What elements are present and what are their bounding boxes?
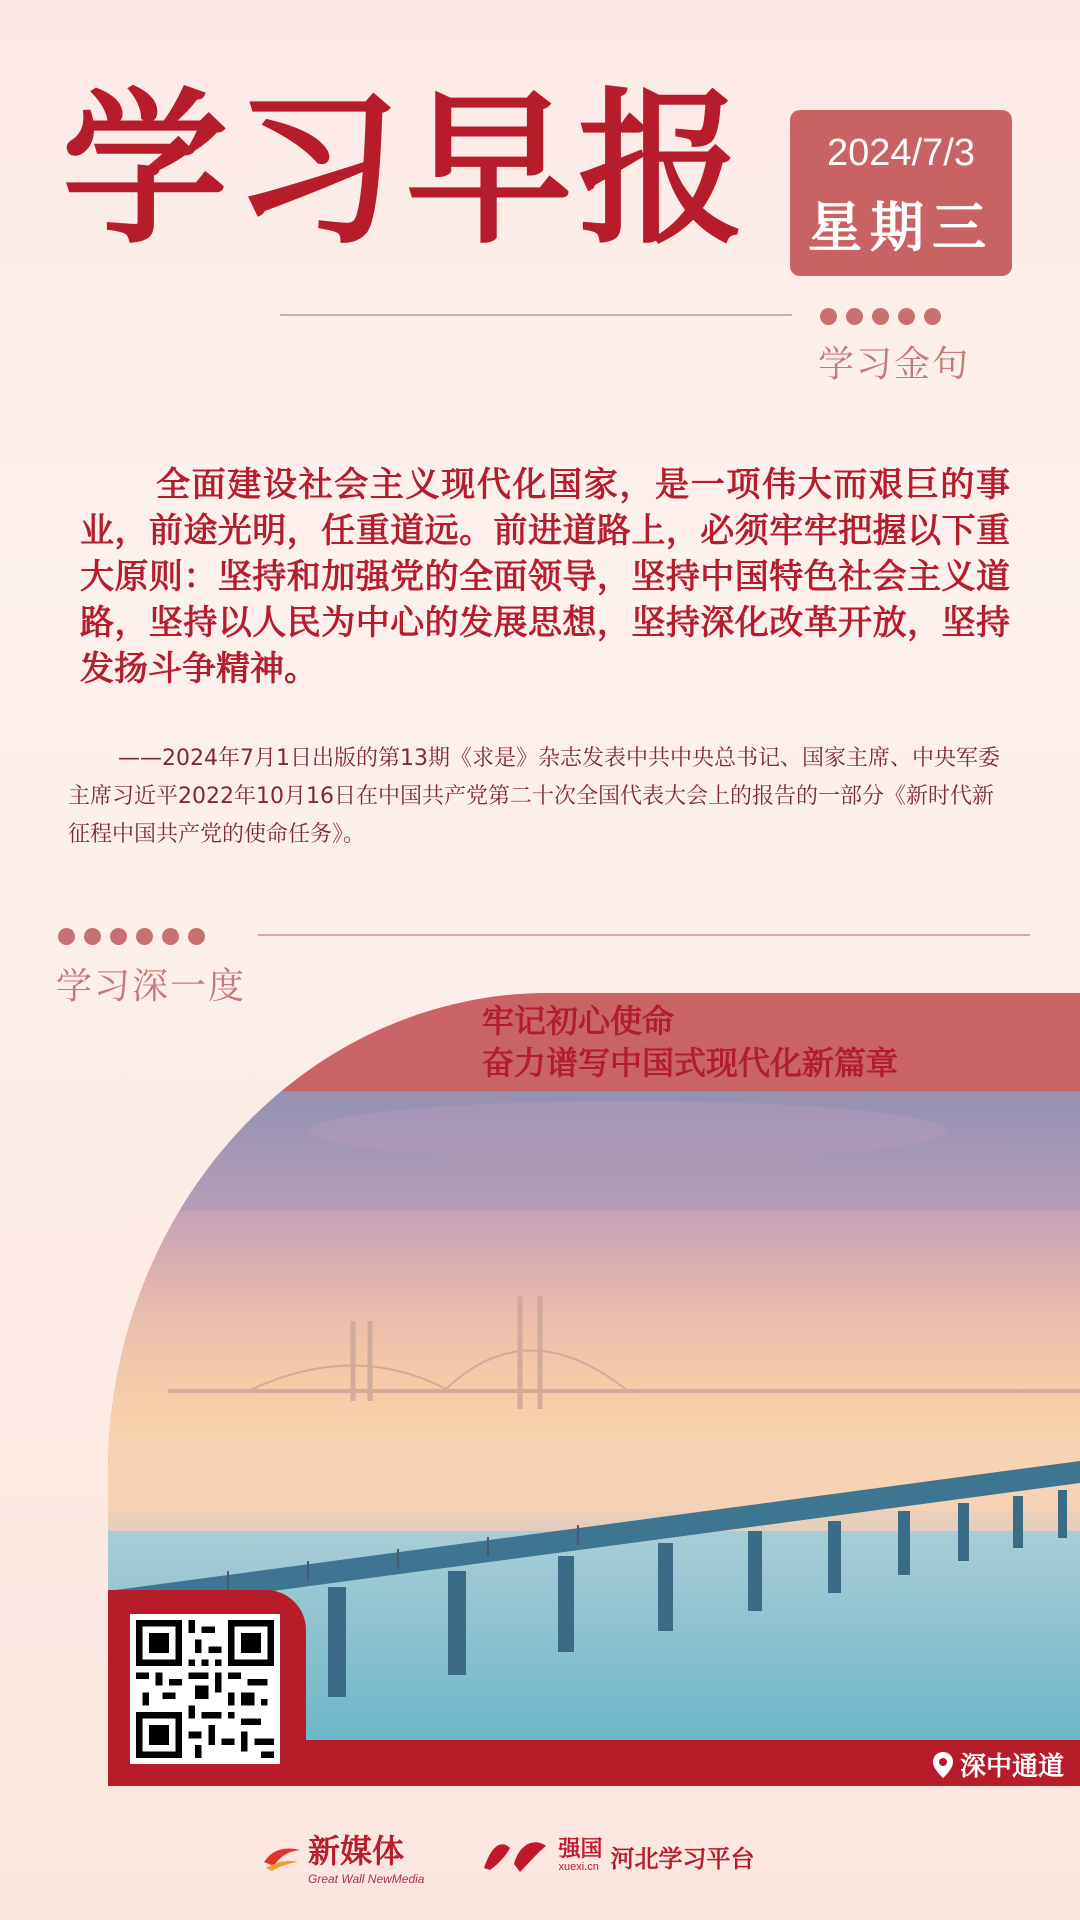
xuexi-script-logo-icon xyxy=(480,1834,550,1878)
great-wall-newmedia-logo xyxy=(262,1826,424,1886)
date-text: 2024/7/3 xyxy=(827,132,975,174)
qr-panel xyxy=(108,1590,306,1786)
article-title-line1: 牢记初心使命 xyxy=(482,1002,675,1040)
weekday-text: 星期三 xyxy=(808,196,994,259)
section-divider xyxy=(258,934,1030,936)
great-wall-logo-icon xyxy=(262,1840,302,1872)
logo2-platform-text: 河北学习平台 xyxy=(610,1844,755,1873)
location-pin-icon xyxy=(932,1751,954,1779)
location-text: 深中通道 xyxy=(959,1752,1064,1782)
footer-logos xyxy=(262,1826,755,1886)
article-title[interactable] xyxy=(482,1000,898,1084)
qr-code-icon xyxy=(136,1620,274,1758)
photo-location xyxy=(932,1746,1064,1783)
logo1-main-text: 新媒体 xyxy=(308,1832,405,1870)
page-title: 学习早报 xyxy=(62,74,750,267)
xuexi-qiangguo-logo xyxy=(480,1834,754,1878)
qr-code[interactable] xyxy=(130,1614,280,1764)
logo1-sub-text: Great Wall NewMedia xyxy=(308,1872,425,1886)
quote-section-label: 学习金句 xyxy=(818,344,971,385)
golden-quote: 全面建设社会主义现代化国家，是一项伟大而艰巨的事业，前途光明，任重道远。前进道路上，必须牢牢把握以下重大原则：坚持和加强党的全面领导，坚持中国特色社会主义道路，坚持以人民为中心的发展思想，坚持深化改革开放，坚持发扬斗争精神。 xyxy=(80,465,1010,689)
logo2-url-text: xuexi.cn xyxy=(558,1861,599,1873)
deep-section-label: 学习深一度 xyxy=(56,966,247,1007)
dots-decoration xyxy=(58,928,205,945)
date-badge xyxy=(790,110,1012,276)
logo2-qiangguo-text: 强国 xyxy=(558,1837,603,1862)
quote-source: ——2024年7月1日出版的第13期《求是》杂志发表中共中央总书记、国家主席、中央军委主席习近平2022年10月16日在中国共产党第二十次全国代表大会上的报告的一部分《新时代新征程中国共产党的使命任务》。 xyxy=(68,746,1000,847)
header-divider xyxy=(280,314,792,316)
article-title-line2: 奋力谱写中国式现代化新篇章 xyxy=(482,1044,899,1082)
dots-decoration xyxy=(820,308,941,325)
